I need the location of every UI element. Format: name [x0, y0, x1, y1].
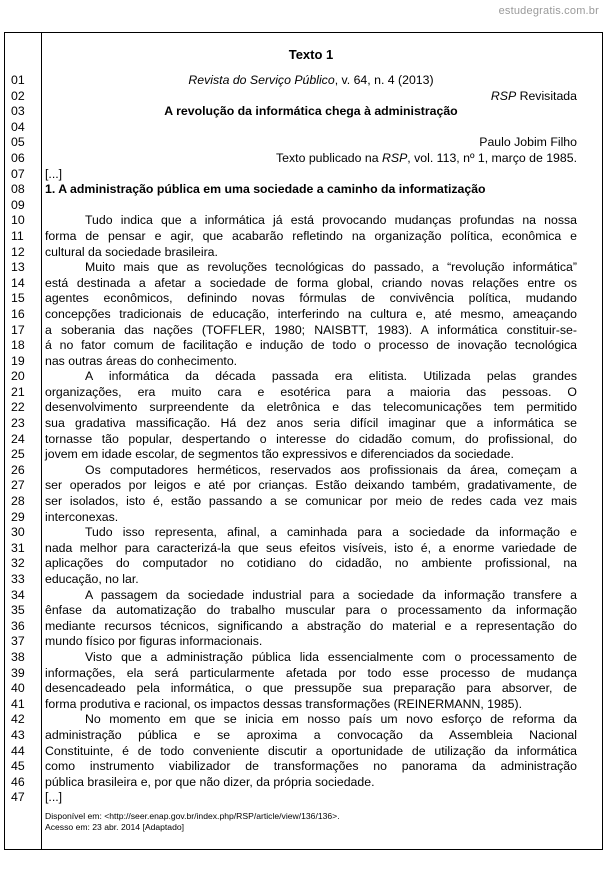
line-text: [45, 541, 577, 557]
text-line: [11, 572, 577, 588]
text-fragment: mediante recursos técnicos, significando a abstração do material e a representação do: [45, 618, 577, 633]
line-number: 05: [11, 135, 25, 150]
text-fragment: cultural da sociedade brasileira.: [45, 244, 218, 259]
text-fragment: informações, ela será particularmente afetada por todo esse processo de mudança: [45, 665, 577, 680]
text-line: [11, 182, 577, 198]
text-fragment: ênfase da automatização do trabalho muscular para o processamento da informação: [45, 603, 577, 618]
text-fragment: concepções tradicionais de educação, interferindo na cultura e, até mesmo, ameaçando: [45, 306, 577, 321]
text-fragment: á no fator comum de facilitação e indução de todo o processo de inovação tecnológica: [45, 338, 577, 353]
line-number: 19: [11, 353, 25, 368]
line-text: [45, 229, 577, 245]
line-number: 14: [11, 275, 25, 290]
text-fragment: Tudo isso representa, afinal, a caminhada para a sociedade da informação e: [85, 525, 577, 540]
text-fragment: administração pública e se aproxima a convocação da Assembleia Nacional: [45, 727, 577, 742]
line-number: 36: [11, 618, 25, 633]
line-text: [45, 260, 577, 276]
line-text: [45, 213, 577, 229]
line-text: [45, 697, 577, 713]
text-line: [11, 587, 577, 604]
line-text: [45, 556, 577, 572]
text-line: [11, 727, 577, 744]
access-date: Acesso em: 23 abr. 2014 [Adaptado]: [45, 822, 185, 832]
source-url: Disponível em: <http://seer.enap.gov.br/index.php/RSP/article/view/136/136>.: [45, 811, 340, 821]
line-text: [45, 666, 577, 682]
line-text: [45, 167, 577, 183]
text-line: [11, 665, 577, 682]
line-text: [45, 151, 577, 167]
text-fragment: Visto que a administração pública lida essencialmente com o processamento de: [85, 649, 577, 664]
line-text: [45, 416, 577, 432]
text-line: [11, 213, 577, 229]
line-text: [45, 759, 577, 775]
text-line: [11, 135, 577, 151]
line-number: 27: [11, 478, 25, 493]
line-number: 39: [11, 665, 25, 680]
text-fragment: No momento em que se inicia em nosso país um novo esforço de reforma da: [85, 712, 577, 727]
line-text: [45, 135, 577, 151]
line-text: [45, 120, 577, 136]
text-line: [11, 540, 577, 557]
line-text: [45, 276, 577, 292]
text-line: [11, 649, 577, 666]
text-line: [11, 743, 577, 760]
line-number: 40: [11, 681, 25, 696]
text-line: [11, 447, 577, 463]
line-text: [45, 588, 577, 604]
text-line: [11, 696, 577, 713]
line-text: [45, 89, 577, 105]
text-fragment: , v. 64, n. 4 (2013): [334, 73, 434, 87]
line-text: [45, 525, 577, 541]
text-fragment: tornasse tão popular, despertando o interesse do cidadão comum, do profissional, do: [45, 431, 577, 446]
line-number: 11: [11, 228, 24, 243]
line-text: [45, 572, 577, 588]
text-line: [11, 260, 577, 276]
line-number: 24: [11, 431, 25, 446]
line-text: [45, 494, 577, 510]
text-line: [11, 291, 577, 307]
text-fragment: nas outras áreas do conhecimento.: [45, 353, 238, 368]
text-line: [11, 556, 577, 572]
line-number: 38: [11, 649, 25, 664]
text-fragment: Os computadores herméticos, reservados aos profissionais da área, começam a: [85, 462, 577, 477]
text-fragment: a soberania das nações (TOFFLER, 1980; NAISBTT, 1983). A informática constituir-se-: [45, 322, 577, 337]
line-text: [45, 323, 577, 339]
line-number: 47: [11, 790, 25, 805]
text-line: [11, 478, 577, 494]
line-number: 26: [11, 462, 25, 477]
text-fragment: desenvolvimento surpreendente da eletrônica e das telecomunicações tem permitido: [45, 400, 577, 415]
text-fragment: ser isolados, isto é, estão passando a se comunicar por meio de redes cada vez mais: [45, 494, 577, 509]
text-fragment: [...]: [45, 166, 63, 181]
line-number-divider: [41, 33, 42, 849]
text-line: [11, 166, 577, 183]
text-fragment: , vol. 113, nº 1, março de 1985.: [407, 150, 577, 165]
line-text: [45, 245, 577, 261]
line-number: 04: [11, 119, 25, 134]
line-number: 30: [11, 525, 25, 540]
line-text: [45, 790, 577, 806]
text-fragment: A passagem da sociedade industrial para a sociedade da informação transfere a: [85, 587, 577, 602]
text-fragment: Revista do Serviço Público: [188, 73, 335, 87]
text-fragment: desencadeado pela informática, o que pressupõe sua preparação para absorver, de: [45, 681, 577, 696]
line-text: [45, 73, 577, 89]
line-text: [45, 728, 577, 744]
text-fragment: RSP: [490, 88, 517, 103]
line-text: [45, 603, 577, 619]
line-text: [45, 182, 577, 198]
line-text: [45, 198, 577, 214]
text-line: [11, 462, 577, 479]
line-text: [45, 712, 577, 728]
text-fragment: Texto publicado na: [276, 150, 382, 165]
text-fragment: A revolução da informática chega à administração: [164, 104, 458, 119]
numbered-lines: [11, 73, 577, 806]
text-content: [11, 47, 577, 806]
line-number: 02: [11, 88, 25, 103]
line-number: 18: [11, 338, 25, 353]
text-fragment: Muito mais que as revoluções tecnológicas do passado, a “revolução informática”: [85, 260, 577, 275]
text-line: [11, 774, 577, 791]
text-line: [11, 400, 577, 416]
line-number: 03: [11, 104, 25, 119]
text-line: [11, 494, 577, 510]
line-text: [45, 650, 577, 666]
text-fragment: interconexas.: [45, 509, 119, 524]
line-number: 41: [11, 696, 25, 711]
line-number: 44: [11, 743, 25, 758]
line-number: 15: [11, 291, 25, 306]
text-fragment: aplicações do computador no cotidiano do cidadão, no ambiente profissional, na: [45, 556, 577, 571]
text-line: [11, 681, 577, 697]
line-number: 01: [11, 73, 25, 87]
line-number: 35: [11, 603, 25, 618]
text-line: [11, 150, 577, 167]
text-line: [11, 416, 577, 432]
text-line: [11, 790, 577, 806]
line-number: 31: [11, 540, 25, 555]
text-fragment: está destinada a afetar a sociedade de forma global, criando novas relações entre os: [45, 275, 577, 290]
text-line: [11, 634, 577, 650]
text-line: [11, 228, 577, 245]
text-line: [11, 603, 577, 619]
line-number: 08: [11, 182, 25, 197]
text-line: [11, 119, 577, 136]
text-line: [11, 431, 577, 448]
line-text: [45, 681, 577, 697]
text-line: [11, 88, 577, 105]
line-number: 28: [11, 494, 25, 509]
line-text: [45, 510, 577, 526]
line-number: 16: [11, 306, 25, 321]
text-line: [11, 197, 577, 214]
text-fragment: [...]: [45, 790, 63, 805]
line-text: [45, 619, 577, 635]
line-text: [45, 307, 577, 323]
text-line: [11, 275, 577, 292]
line-number: 10: [11, 213, 25, 228]
line-text: [45, 634, 577, 650]
text-fragment: RSP: [382, 150, 408, 165]
line-number: 46: [11, 774, 25, 789]
text-line: [11, 338, 577, 354]
text-fragment: Paulo Jobim Filho: [479, 135, 577, 150]
text-fragment: mundo físico por figuras informacionais.: [45, 634, 263, 649]
text-fragment: jovem em idade escolar, de segmentos tão expressivos e diferenciados da sociedade.: [45, 447, 514, 462]
text-fragment: ser operados por leigos e até por crianças. Estão deixando também, gradativamente, de: [45, 478, 577, 493]
text-fragment: Constituinte, é de todo conveniente discutir a oportunidade de utilização da informática: [45, 743, 577, 758]
line-number: 37: [11, 634, 25, 649]
line-text: [45, 354, 577, 370]
line-number: 25: [11, 447, 25, 462]
line-text: [45, 400, 577, 416]
text-fragment: forma produtiva e racional, os impactos dessas transformações (REINERMANN, 1985).: [45, 696, 523, 711]
text-line: [11, 618, 577, 635]
text-frame: [4, 32, 603, 850]
line-number: 07: [11, 166, 25, 181]
line-text: [45, 104, 577, 120]
line-text: [45, 478, 577, 494]
text-title: Texto 1: [288, 47, 334, 62]
text-fragment: Tudo indica que a informática já está provocando mudanças profundas na nossa: [85, 213, 577, 228]
text-fragment: A informática da década passada era elitista. Utilizada pelas grandes: [85, 369, 577, 384]
line-text: [45, 744, 577, 760]
text-fragment: pública brasileira e, por que não dizer, da própria sociedade.: [45, 774, 375, 789]
line-text: [45, 291, 577, 307]
site-watermark: estudegratis.com.br: [498, 5, 599, 17]
line-number: 12: [11, 244, 25, 259]
text-line: [11, 759, 577, 775]
line-text: [45, 775, 577, 791]
line-number: 42: [11, 712, 25, 727]
line-number: 06: [11, 150, 25, 165]
line-number: 29: [11, 509, 25, 524]
line-number: 13: [11, 260, 25, 275]
line-number: 34: [11, 587, 25, 602]
line-text: [45, 463, 577, 479]
text-line: [11, 73, 577, 89]
text-line: [11, 369, 577, 385]
line-text: [45, 369, 577, 385]
line-number: 23: [11, 416, 25, 431]
text-line: [11, 525, 577, 541]
text-line: [11, 384, 577, 401]
line-number: 43: [11, 727, 25, 742]
text-fragment: sua gradativa massificação. Há dez anos seria difícil imaginar que a informática se: [45, 416, 577, 431]
line-number: 09: [11, 197, 25, 212]
text-fragment: Revisitada: [516, 88, 577, 103]
text-line: [11, 353, 577, 370]
line-number: 21: [11, 384, 25, 399]
line-text: [45, 338, 577, 354]
text-line: [11, 509, 577, 526]
text-line: [11, 104, 577, 120]
text-fragment: organizações, era muito cara e esotérica para a maioria das pessoas. O: [45, 384, 577, 399]
text-fragment: forma de pensar e agir, que acabarão refletindo na organização política, econômica e: [45, 228, 577, 243]
line-text: [45, 432, 577, 448]
line-number: 32: [11, 556, 25, 571]
text-fragment: educação, no lar.: [45, 572, 139, 586]
line-number: 17: [11, 322, 25, 337]
text-fragment: nada melhor para caracterizá-la que seus efeitos visíveis, isto é, a enorme variedade de: [45, 540, 577, 555]
text-fragment: como instrumento viabilizador de transformações no panorama da administração: [45, 759, 577, 774]
text-fragment: 1. A administração pública em uma sociedade a caminho da informatização: [45, 182, 486, 197]
line-number: 45: [11, 759, 25, 774]
line-text: [45, 385, 577, 401]
text-line: [11, 712, 577, 728]
text-line: [11, 322, 577, 339]
text-line: [11, 306, 577, 323]
line-number: 20: [11, 369, 25, 384]
line-text: [45, 447, 577, 463]
text-line: [11, 244, 577, 261]
source-footer: [45, 811, 340, 833]
line-number: 33: [11, 572, 25, 586]
text-fragment: agentes econômicos, definindo novas fórmulas de convivência política, mudando: [45, 291, 577, 306]
line-number: 22: [11, 400, 25, 415]
